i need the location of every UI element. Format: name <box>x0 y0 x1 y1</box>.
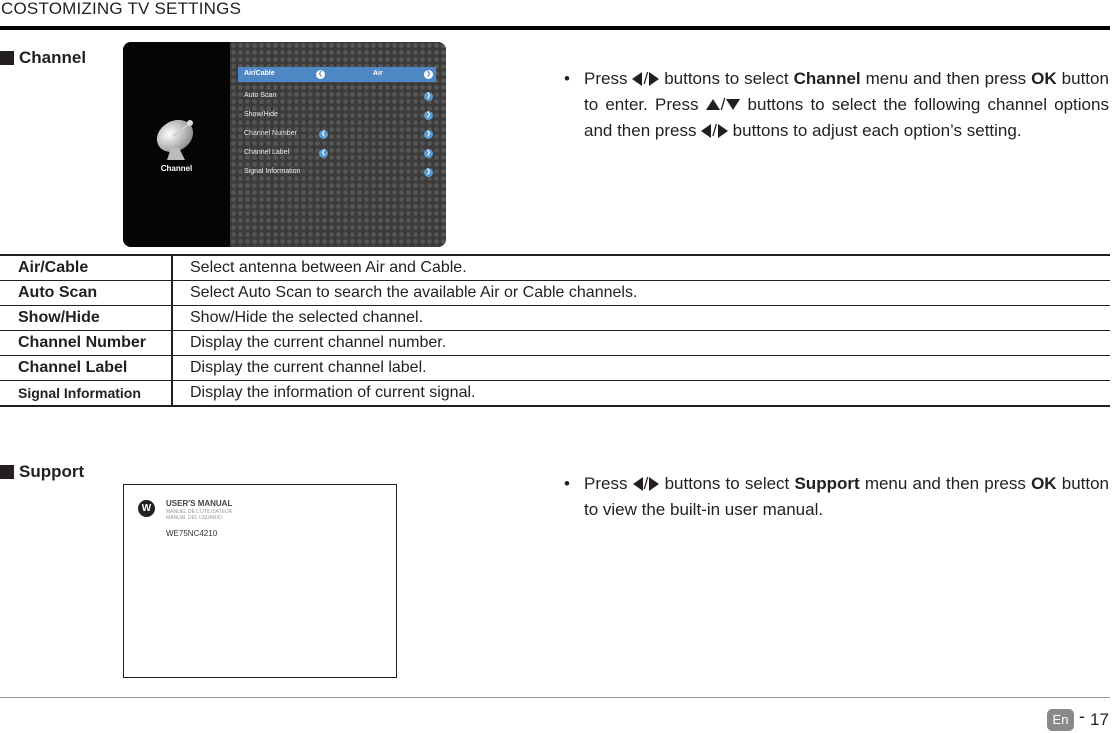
chevron-right-icon[interactable]: ❯ <box>425 131 432 137</box>
manual-model-number: WE75NC4210 <box>166 529 218 538</box>
channel-section-heading <box>0 48 86 68</box>
option-description: Select antenna between Air and Cable. <box>190 259 467 276</box>
support-instruction <box>566 471 1109 523</box>
chevron-right-icon[interactable]: ❯ <box>425 150 432 156</box>
table-row <box>0 306 1110 331</box>
triangle-down-icon <box>726 99 740 110</box>
support-instruction-text <box>584 471 1109 523</box>
option-description: Display the current channel label. <box>190 359 427 376</box>
channel-instruction-text <box>584 66 1109 144</box>
menu-item-label: Auto Scan <box>244 92 277 99</box>
bullet: • <box>564 69 570 88</box>
table-row <box>0 381 1110 405</box>
menu-item-label: Show/Hide <box>244 111 278 118</box>
channel-instruction <box>566 66 1109 144</box>
menu-item-signal-information[interactable] <box>238 165 436 180</box>
menu-item-auto-scan[interactable] <box>238 89 436 104</box>
column-divider <box>171 256 173 280</box>
option-name: Show/Hide <box>18 309 100 326</box>
support-section-heading <box>0 462 84 482</box>
option-description: Display the information of current signal. <box>190 384 476 401</box>
chevron-left-icon[interactable]: ❮ <box>317 71 324 77</box>
option-description: Show/Hide the selected channel. <box>190 309 424 326</box>
chevron-right-icon[interactable]: ❯ <box>425 169 432 175</box>
ok-key: OK <box>1031 474 1057 493</box>
option-description: Display the current channel number. <box>190 334 447 351</box>
column-divider <box>171 331 173 355</box>
text-then-press: menu and then press <box>864 474 1026 493</box>
page-header <box>0 0 1110 30</box>
chevron-right-icon[interactable]: ❯ <box>425 71 432 77</box>
option-name: Air/Cable <box>18 259 89 276</box>
table-row <box>0 331 1110 356</box>
slash: / <box>643 69 649 88</box>
option-name: Channel Number <box>18 334 147 351</box>
menu-item-label: Channel Label <box>244 149 290 156</box>
column-divider <box>171 381 173 405</box>
option-name: Auto Scan <box>18 284 98 301</box>
menu-category-label: Channel <box>160 164 193 173</box>
text-then-press: menu and then press <box>865 69 1027 88</box>
support-heading-text: Support <box>19 462 85 481</box>
menu-name: Support <box>794 474 860 493</box>
satellite-dish-icon <box>151 114 203 164</box>
chevron-right-icon[interactable]: ❯ <box>425 112 432 118</box>
menu-category-panel <box>123 42 230 247</box>
menu-item-show-hide[interactable] <box>238 108 436 123</box>
square-bullet-icon <box>0 465 14 479</box>
user-manual-screenshot <box>123 484 397 678</box>
page-number: 17 <box>1090 710 1109 729</box>
menu-name: Channel <box>793 69 861 88</box>
slash: / <box>720 95 726 114</box>
triangle-left-icon <box>701 124 711 138</box>
manual-subtitle-fr: MANUEL DE L'UTILISATEUR <box>166 509 233 515</box>
text-enter: button to enter. Press <box>584 69 1109 114</box>
triangle-left-icon <box>633 477 643 491</box>
option-name: Signal Information <box>18 385 141 401</box>
triangle-left-icon <box>632 72 642 86</box>
option-name: Channel Label <box>18 359 128 376</box>
page-title: COSTOMIZING TV SETTINGS <box>1 0 242 18</box>
table-row <box>0 356 1110 381</box>
text-options: buttons to select the following channel options and then press <box>584 95 1109 140</box>
menu-item-value: Air <box>373 70 383 77</box>
triangle-up-icon <box>706 99 720 110</box>
footer-divider <box>0 697 1110 698</box>
channel-heading-text: Channel <box>19 48 87 67</box>
menu-item-channel-number[interactable] <box>238 127 436 142</box>
slash: / <box>712 121 717 140</box>
chevron-left-icon[interactable]: ❮ <box>320 131 327 137</box>
slash: / <box>643 474 649 493</box>
menu-item-label: Signal Information <box>244 168 301 175</box>
ok-key: OK <box>1031 69 1057 88</box>
table-row <box>0 281 1110 306</box>
manual-subtitle-es: MANUAL DEL USUARIO <box>166 515 222 521</box>
page-dash: - <box>1079 706 1085 726</box>
manual-title: USER'S MANUAL <box>166 499 233 508</box>
column-divider <box>171 356 173 380</box>
option-description: Select Auto Scan to search the available Air or Cable channels. <box>190 284 638 301</box>
square-bullet-icon <box>0 51 14 65</box>
menu-item-label: Channel Number <box>244 130 297 137</box>
text-select: buttons to select <box>664 474 790 493</box>
menu-item-air-cable[interactable] <box>238 67 436 82</box>
text-press: Press <box>584 69 628 88</box>
text-press: Press <box>584 474 628 493</box>
language-badge: En <box>1047 709 1074 731</box>
column-divider <box>171 281 173 305</box>
menu-item-label: Air/Cable <box>244 70 275 77</box>
triangle-right-icon <box>649 72 659 86</box>
table-row <box>0 256 1110 281</box>
triangle-right-icon <box>718 124 728 138</box>
bullet: • <box>564 474 570 493</box>
text-select: buttons to select <box>664 69 789 88</box>
chevron-right-icon[interactable]: ❯ <box>425 93 432 99</box>
menu-item-channel-label[interactable] <box>238 146 436 161</box>
channel-options-table <box>0 254 1110 407</box>
triangle-right-icon <box>649 477 659 491</box>
channel-menu-screenshot <box>123 42 446 247</box>
chevron-left-icon[interactable]: ❮ <box>320 150 327 156</box>
column-divider <box>171 306 173 330</box>
brand-logo-icon: W <box>138 500 155 517</box>
text-adjust: buttons to adjust each option’s setting. <box>732 121 1022 140</box>
text-view-manual: button to view the built-in user manual. <box>584 474 1110 519</box>
